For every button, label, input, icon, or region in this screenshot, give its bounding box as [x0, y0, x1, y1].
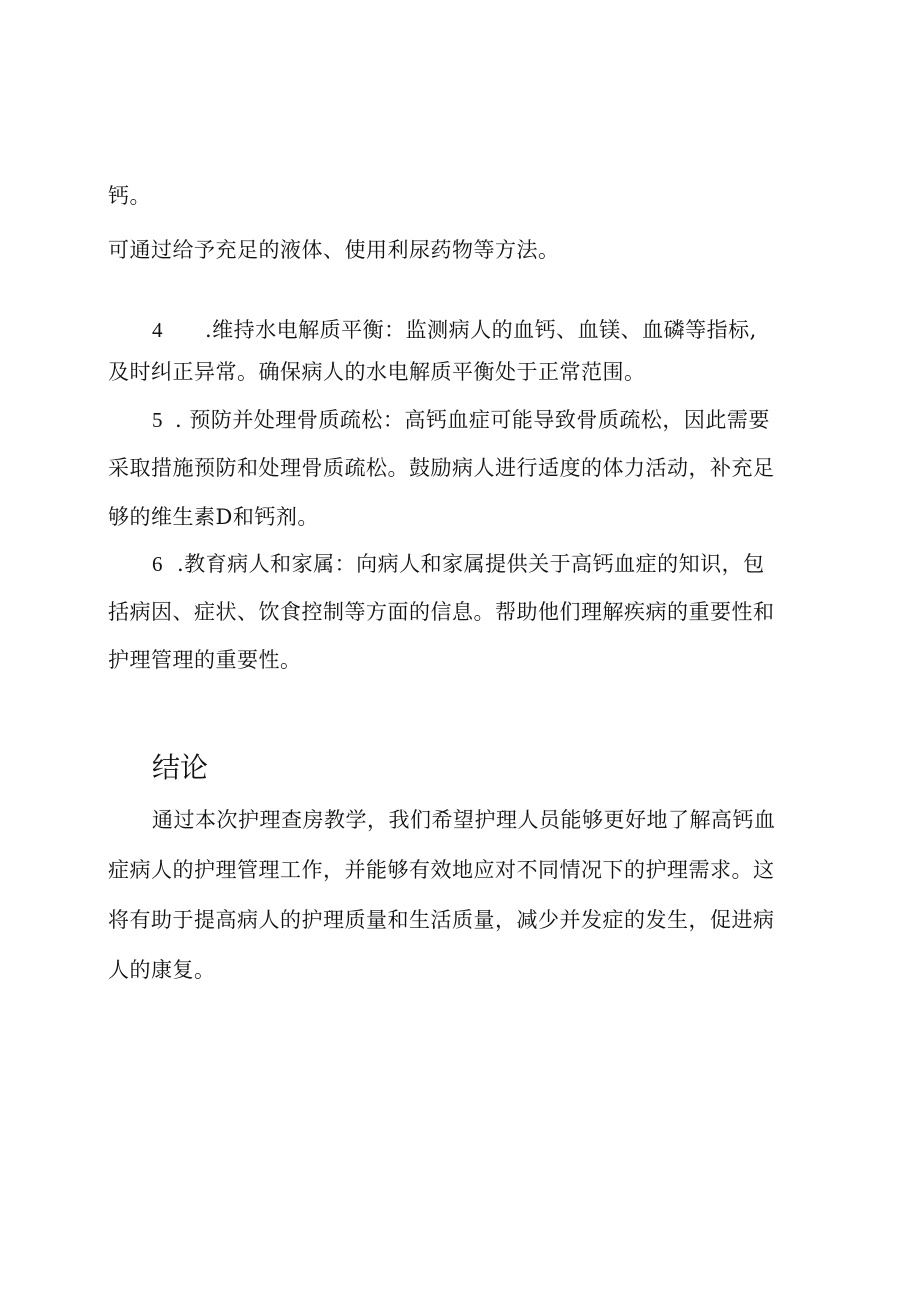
list-item-5-first-line [152, 406, 770, 434]
conclusion-line-3: 将有助于提高病人的护理质量和生活质量，减少并发症的发生，促进病 [108, 908, 775, 932]
list-item-6-text-line-1: .教育病人和家属：向病人和家属提供关于高钙血症的知识，包 [177, 552, 765, 576]
list-item-5-number: 5 [152, 408, 163, 432]
list-item-6-first-line [152, 550, 765, 578]
list-item-4-text-line-2: 及时纠正异常。确保病人的水电解质平衡处于正常范围。 [108, 360, 646, 384]
list-item-6-text-line-3: 护理管理的重要性。 [108, 648, 302, 672]
section-heading-conclusion: 结论 [152, 751, 209, 784]
list-item-5-text-line-2: 采取措施预防和处理骨质疏松。鼓励病人进行适度的体力活动，补充足 [108, 456, 775, 480]
list-item-6-number: 6 [152, 552, 163, 576]
intro-line-2: 可通过给予充足的液体、使用利尿药物等方法。 [108, 238, 560, 262]
conclusion-line-2: 症病人的护理管理工作，并能够有效地应对不同情况下的护理需求。这 [108, 858, 775, 882]
list-item-4-text-line-1: .维持水电解质平衡：监测病人的血钙、血镁、血磷等指标, [205, 318, 757, 342]
conclusion-line-1: 通过本次护理查房教学，我们希望护理人员能够更好地了解高钙血 [152, 808, 776, 832]
list-item-6-text-line-2: 括病因、症状、饮食控制等方面的信息。帮助他们理解疾病的重要性和 [108, 600, 775, 624]
list-item-4-first-line [152, 316, 757, 344]
intro-line-1: 钙。 [108, 184, 151, 208]
list-item-5-text-line-1: . 预防并处理骨质疏松：高钙血症可能导致骨质疏松，因此需要 [175, 408, 770, 432]
conclusion-line-4: 人的康复。 [108, 958, 216, 982]
list-item-5-text-line-3: 够的维生素D和钙剂。 [108, 505, 319, 529]
list-item-4-number: 4 [152, 318, 163, 342]
